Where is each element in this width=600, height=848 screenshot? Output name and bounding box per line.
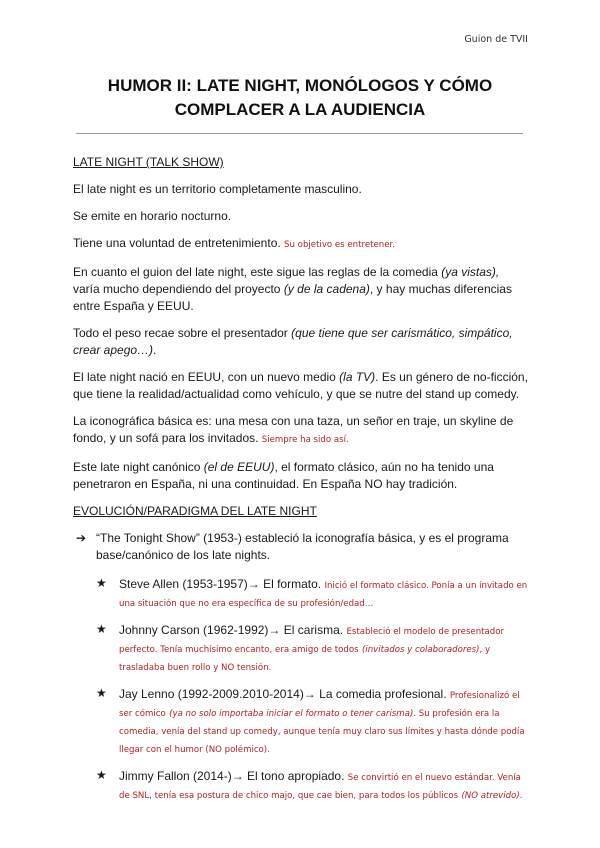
italic-run: (y de la cadena) <box>283 282 370 296</box>
paragraph-7 <box>73 413 528 449</box>
host-main: Jay Lenno (1992-2009.2010-2014)→ La comedia profesional. <box>119 687 447 701</box>
host-note-italic: (invitados y colaboradores) <box>361 645 480 655</box>
section-heading-late-night: LATE NIGHT (TALK SHOW) <box>73 155 224 169</box>
arrow-bullet-icon: ➔ <box>76 531 87 545</box>
document-body <box>73 154 528 814</box>
list-item-host <box>96 768 528 804</box>
host-note-italic: (ya no solo importaba iniciar el formato o tener carisma) <box>169 709 414 719</box>
list-item-host <box>96 686 528 758</box>
text-run: La iconográfica básica es: una mesa con una taza, un señor en traje, un skyline de fondo, y un sofá para los invitados. <box>73 414 514 445</box>
star-bullet-icon: ★ <box>96 768 107 782</box>
list-item-tonight-show <box>73 530 528 564</box>
list-item-host <box>96 622 528 676</box>
section-heading-evolucion: EVOLUCIÓN/PARADIGMA DEL LATE NIGHT <box>73 504 317 518</box>
host-note: Profesionalizó el ser cómico <box>119 691 520 719</box>
host-note: Estableció el modelo de presentador perfecto. Tenía muchísimo encanto, era amigo de todos <box>119 627 505 655</box>
italic-run: (el de EEUU) <box>203 460 275 474</box>
title-divider <box>76 133 523 134</box>
host-main: Jimmy Fallon (2014-)→ El tono apropiado. <box>119 769 345 783</box>
text-run: , y hay muchas diferencias entre España y EEUU. <box>73 282 512 313</box>
host-note-end: . Su profesión era la comedia, venía del stand up comedy, aunque tenía muy claro sus límites y hasta dónde podía llegar con el humor (NO polémico). <box>119 709 525 755</box>
star-bullet-icon: ★ <box>96 622 107 636</box>
paragraph-3-text: Tiene una voluntad de entretenimiento. <box>73 236 281 250</box>
text-run: Este late night canónico <box>73 460 201 474</box>
text-run: El late night nació en EEUU, con un nuevo medio <box>73 370 336 384</box>
italic-run: (que tiene que ser carismático, simpático, crear apego…) <box>73 326 513 357</box>
host-note: Inició el formato clásico. Ponía a un invitado en una situación que no era específica de su profesión/edad… <box>119 581 528 609</box>
text-run: En cuanto el guion del late night, este sigue las reglas de la comedia <box>73 265 438 279</box>
host-note-end: . <box>519 791 523 801</box>
paragraph-5 <box>73 325 528 359</box>
host-main: Steve Allen (1953-1957)→ El formato. <box>119 577 322 591</box>
host-main: Johnny Carson (1962-1992)→ El carisma. <box>119 623 344 637</box>
paragraph-1: El late night es un territorio completamente masculino. <box>73 182 362 196</box>
list-item-text: “The Tonight Show” (1953-) estableció la iconografía básica, y es el programa base/canónico de los late nights. <box>96 531 509 562</box>
running-header: Guion de TVII <box>464 34 528 45</box>
list-item-host <box>96 576 528 612</box>
title-line-2: COMPLACER A LA AUDIENCIA <box>174 100 426 119</box>
page-title <box>70 74 530 122</box>
text-run: . <box>153 343 157 357</box>
host-note-italic: (NO atrevido) <box>461 791 520 801</box>
paragraph-3 <box>73 235 528 254</box>
host-note-end: , y trasladaba buen rollo y NO tensión. <box>119 645 491 673</box>
star-bullet-icon: ★ <box>96 576 107 590</box>
paragraph-2: Se emite en horario nocturno. <box>73 209 232 223</box>
text-run: . Es un género de no-ficción, que tiene la realidad/actualidad como vehículo, y que se nutre del stand up comedy. <box>73 370 528 401</box>
host-note: Se convirtió en el nuevo estándar. Venía de SNL, tenía esa postura de chico majo, que cae bien, para todos los públicos <box>119 773 521 801</box>
paragraph-8 <box>73 459 528 493</box>
italic-run: (ya vistas), <box>441 265 500 279</box>
margin-note: Siempre ha sido así. <box>261 435 349 445</box>
paragraph-4 <box>73 264 528 315</box>
title-line-1: HUMOR II: LATE NIGHT, MONÓLOGOS Y CÓMO <box>107 76 493 95</box>
text-run: varía mucho dependiendo del proyecto <box>73 282 281 296</box>
margin-note: Su objetivo es entretener. <box>284 240 395 250</box>
italic-run: (la TV) <box>339 370 376 384</box>
paragraph-6 <box>73 369 528 403</box>
star-bullet-icon: ★ <box>96 686 107 700</box>
text-run: , el formato clásico, aún no ha tenido una penetraron en España, ni una continuidad. En España NO hay tradición. <box>73 460 494 491</box>
text-run: Todo el peso recae sobre el presentador <box>73 326 288 340</box>
hosts-list <box>73 576 528 804</box>
